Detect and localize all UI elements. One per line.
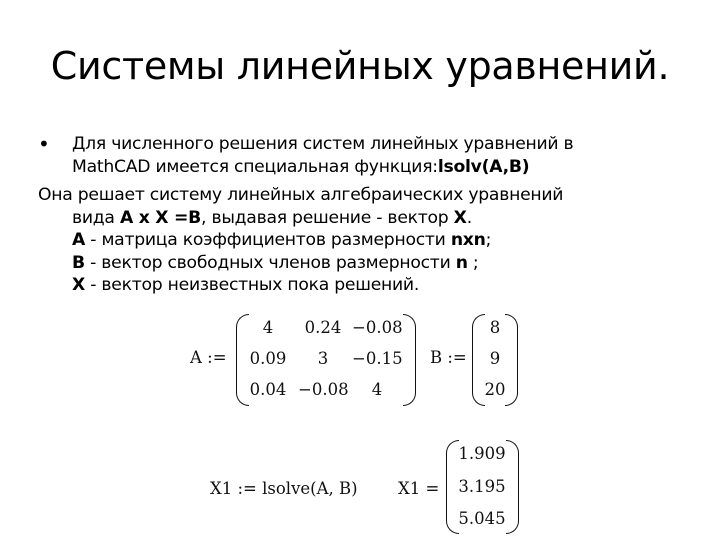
matrix-a-cell: −0.15 (352, 349, 403, 368)
matrix-a-cell: −0.08 (298, 380, 349, 399)
para-text: . (466, 207, 472, 228)
slide-title: Системы линейных уравнений. (50, 44, 670, 88)
bullet-line-1: Для численного решения систем линейных уравнений в (72, 134, 574, 154)
para-text: ; (467, 252, 479, 273)
vector-b-cell: 20 (484, 380, 506, 399)
matrix-a-cell: 0.09 (249, 349, 287, 368)
para-text: , выдавая решение - вектор (201, 207, 454, 228)
matrix-a-cell: 4 (371, 380, 383, 399)
para-text: вида (72, 207, 120, 228)
solve-expression: X1 := lsolve(A, B) (210, 479, 358, 498)
para-text: - матрица коэффициентов размерности (85, 230, 451, 250)
para-text: - вектор неизвестных пока решений. (85, 275, 420, 295)
matrix-a-cell: 0.24 (304, 318, 342, 337)
vector-b-label: B := (430, 348, 467, 367)
matrix-a-cell: −0.08 (352, 318, 403, 337)
para-text: ; (485, 230, 492, 250)
dim-n: n (455, 252, 468, 273)
vector-x1-cell: 3.195 (458, 477, 506, 496)
var-a: A (72, 230, 86, 250)
matrix-a-cell: 4 (262, 318, 274, 337)
para-text: - вектор свободных членов размерности (84, 252, 456, 273)
matrix-a-right-bracket (403, 314, 416, 406)
vector-b-cell: 9 (489, 349, 501, 368)
matrix-a-cell: 3 (317, 349, 329, 368)
bullet-line-2-text: MathCAD имеется специальная функция: (72, 156, 438, 177)
vector-x1-cell: 5.045 (458, 509, 506, 528)
dim-nxn: nxn (450, 230, 486, 250)
result-x1-label: X1 = (398, 479, 440, 498)
equation: A x X =B (119, 207, 202, 228)
para-line-1: Она решает систему линейных алгебраических уравнений (38, 185, 564, 205)
var-x: X (453, 207, 467, 228)
matrix-a-cell: 0.04 (249, 380, 287, 399)
vector-x1-cell: 1.909 (458, 444, 506, 463)
vector-b-cell: 8 (489, 318, 501, 337)
bullet-dot-icon: • (38, 132, 50, 156)
function-name: lsolv(A,B) (437, 156, 530, 177)
var-x-2: X (72, 275, 86, 295)
matrix-a-label: A := (190, 348, 227, 367)
var-b: B (72, 252, 85, 273)
